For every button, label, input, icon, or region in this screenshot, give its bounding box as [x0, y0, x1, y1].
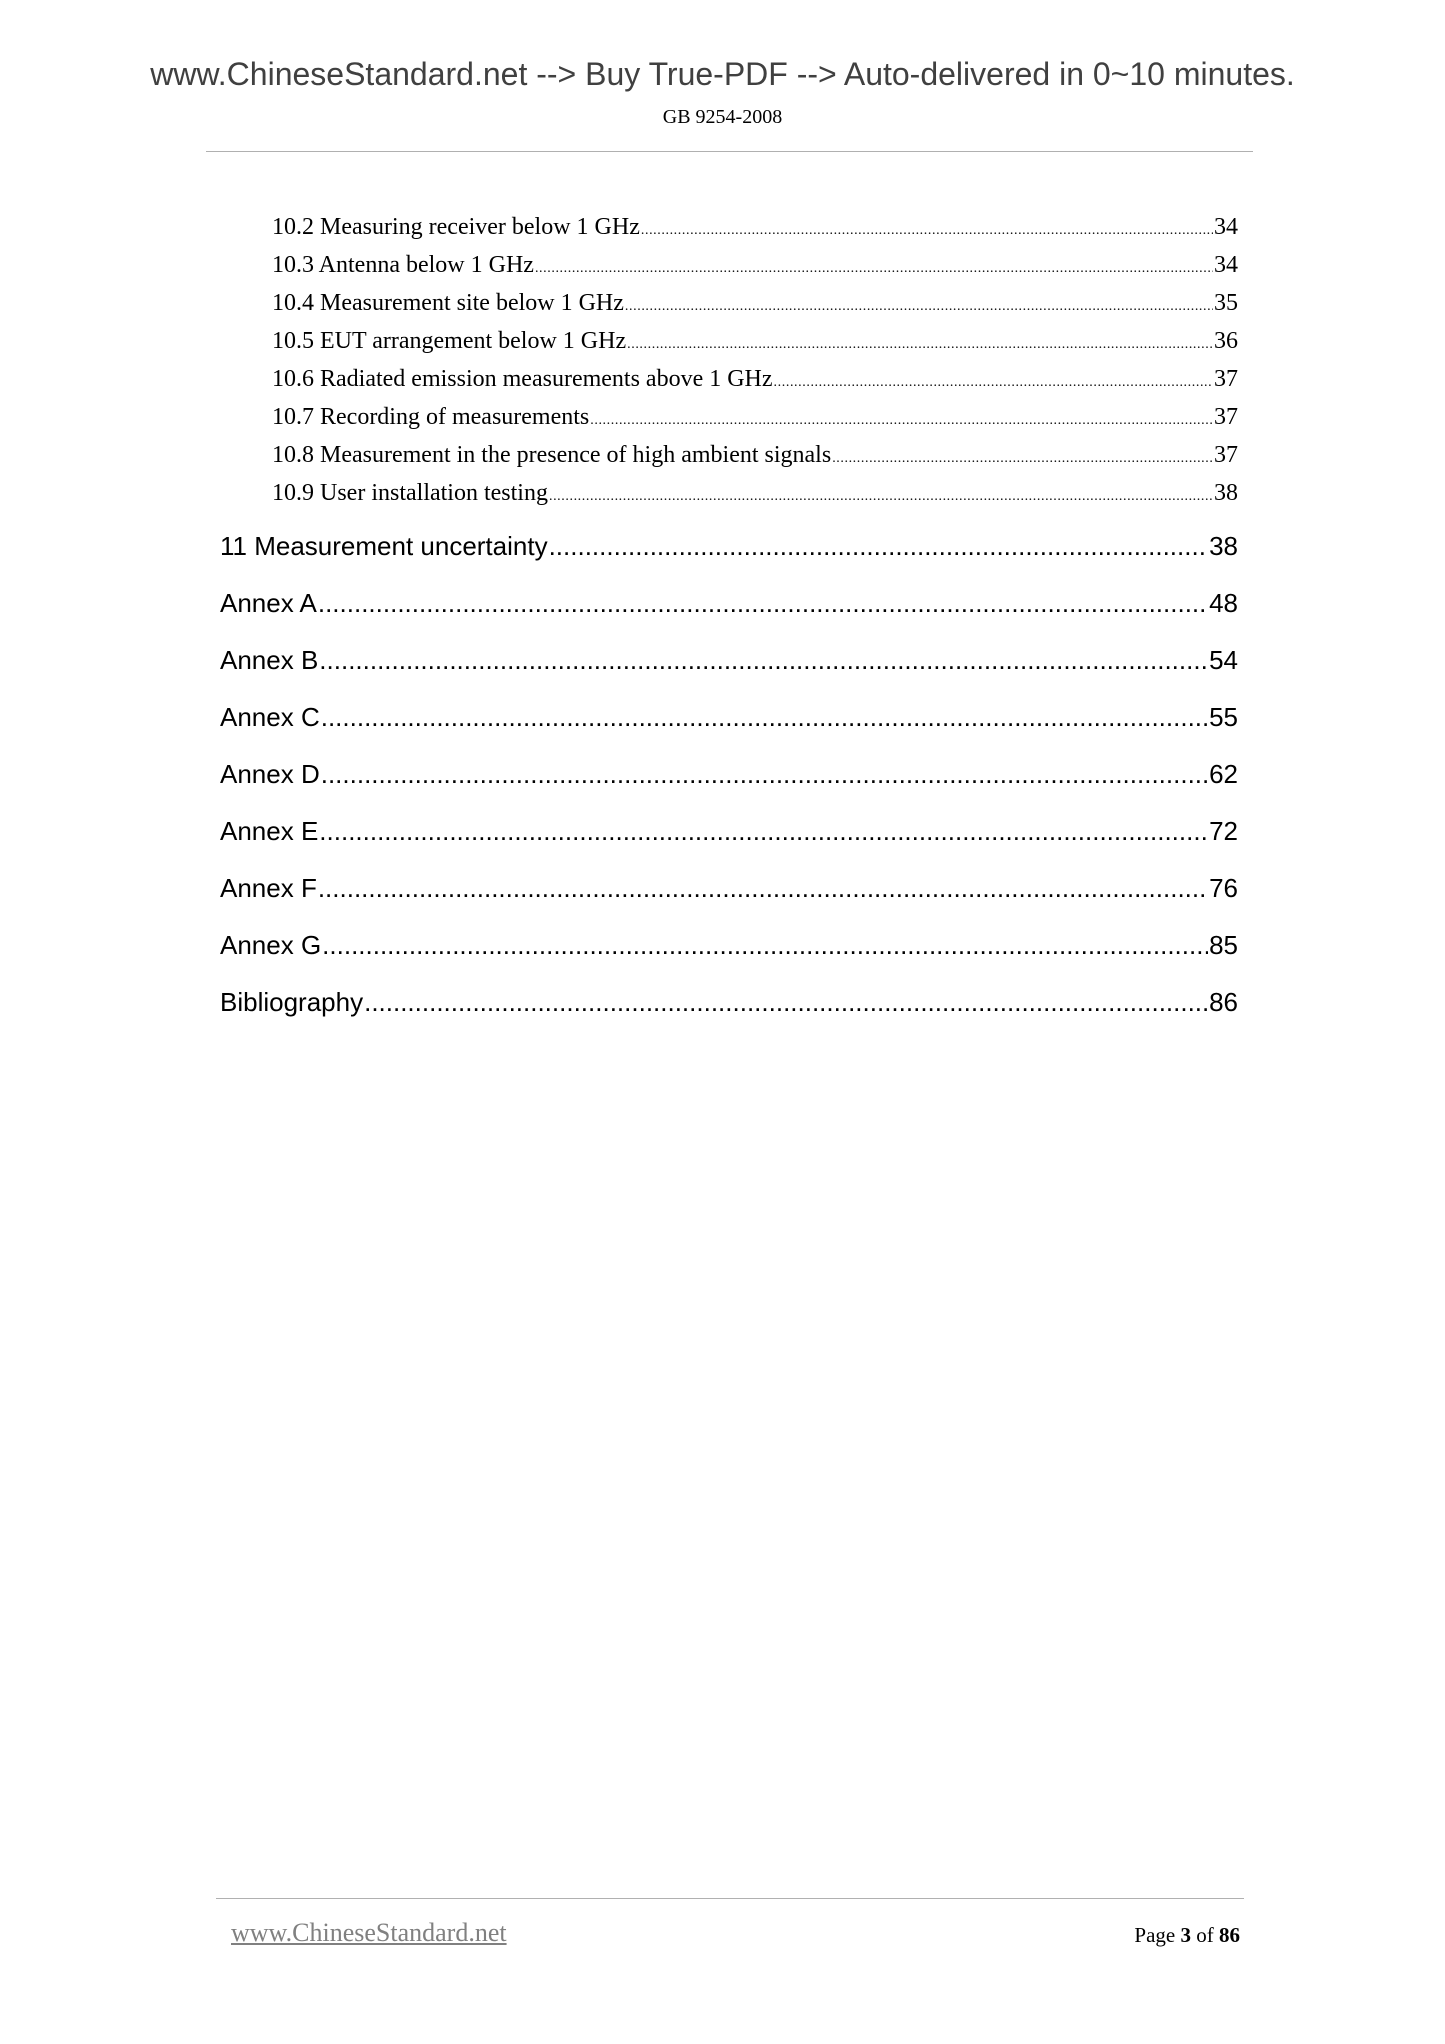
toc-entry[interactable] [220, 930, 1238, 961]
toc-leader-dots [641, 223, 1213, 239]
toc-entry-page: 86 [1209, 987, 1238, 1017]
toc-entry-label: 10.5 EUT arrangement below 1 GHz [272, 328, 627, 354]
toc-entry[interactable] [272, 252, 1238, 279]
toc-entry[interactable] [220, 531, 1238, 562]
toc-entry-page: 72 [1209, 816, 1238, 846]
toc-entry[interactable] [272, 214, 1238, 241]
toc-entry-page: 38 [1214, 480, 1238, 506]
toc-entry-label: Annex G [220, 930, 322, 960]
toc-leader-dots [321, 759, 1208, 790]
toc-entry-page: 76 [1209, 873, 1238, 903]
page-current: 3 [1180, 1923, 1191, 1947]
toc-entry[interactable] [220, 816, 1238, 847]
toc-entry[interactable] [272, 404, 1238, 431]
footer-site-link[interactable]: www.ChineseStandard.net [231, 1918, 507, 1947]
document-number: GB 9254-2008 [662, 106, 783, 128]
toc-entry-page: 36 [1214, 328, 1238, 354]
toc-entry-label: Annex B [220, 645, 319, 675]
toc-entry-label: 11 Measurement uncertainty [220, 531, 548, 561]
page-of: of [1196, 1923, 1214, 1947]
toc-entry-label: Annex C [220, 702, 320, 732]
toc-leader-dots [535, 261, 1213, 277]
toc-leader-dots [364, 987, 1208, 1018]
toc-entry[interactable] [220, 702, 1238, 733]
toc-entry-page: 35 [1214, 290, 1238, 316]
toc-leader-dots [321, 702, 1208, 733]
toc-leader-dots [627, 337, 1213, 353]
toc-leader-dots [774, 375, 1213, 391]
toc-entry-page: 38 [1209, 531, 1238, 561]
toc-entry[interactable] [272, 480, 1238, 507]
toc-entry-label: 10.2 Measuring receiver below 1 GHz [272, 214, 640, 240]
toc-leader-dots [832, 451, 1213, 467]
toc-leader-dots [319, 816, 1208, 847]
toc-entry-label: 10.4 Measurement site below 1 GHz [272, 290, 624, 316]
toc-entry[interactable] [220, 588, 1238, 619]
toc-entry-label: 10.9 User installation testing [272, 480, 548, 506]
header-divider [206, 151, 1253, 152]
toc-entry-page: 54 [1209, 645, 1238, 675]
footer-divider [216, 1898, 1244, 1899]
toc-leader-dots [549, 531, 1209, 562]
toc-leader-dots [318, 873, 1208, 904]
toc-entry-page: 55 [1209, 702, 1238, 732]
toc-entry-page: 37 [1214, 366, 1238, 392]
header-banner[interactable]: www.ChineseStandard.net --> Buy True-PDF --> Auto-delivered in 0~10 minutes. [150, 56, 1295, 92]
toc-entry-label: Annex A [220, 588, 317, 618]
toc-entry[interactable] [272, 366, 1238, 393]
page-prefix: Page [1134, 1923, 1176, 1947]
toc-leader-dots [625, 299, 1213, 315]
toc-entry-page: 37 [1214, 404, 1238, 430]
toc-entry[interactable] [220, 645, 1238, 676]
toc-entry-label: 10.7 Recording of measurements [272, 404, 590, 430]
toc-entry[interactable] [220, 759, 1238, 790]
toc-entry-label: Annex F [220, 873, 317, 903]
toc-entry-label: 10.3 Antenna below 1 GHz [272, 252, 534, 278]
toc-entry[interactable] [220, 873, 1238, 904]
toc-entry-label: 10.6 Radiated emission measurements above 1 GHz [272, 366, 773, 392]
toc-entry-label: Bibliography [220, 987, 364, 1017]
toc-leader-dots [318, 588, 1208, 619]
toc-entry[interactable] [272, 442, 1238, 469]
toc-entry-page: 62 [1209, 759, 1238, 789]
toc-entry-label: 10.8 Measurement in the presence of high ambient signals [272, 442, 832, 468]
toc-entry-page: 34 [1214, 252, 1238, 278]
toc-entry-page: 85 [1209, 930, 1238, 960]
toc-entry-page: 48 [1209, 588, 1238, 618]
page-number [1134, 1923, 1240, 1948]
toc-entry-label: Annex E [220, 816, 319, 846]
page-total: 86 [1219, 1923, 1240, 1947]
toc-entry[interactable] [272, 328, 1238, 355]
toc-entry[interactable] [220, 987, 1238, 1018]
toc-entry-page: 34 [1214, 214, 1238, 240]
toc-entry-page: 37 [1214, 442, 1238, 468]
toc-leader-dots [322, 930, 1208, 961]
toc-leader-dots [319, 645, 1208, 676]
toc-entry[interactable] [272, 290, 1238, 317]
toc-leader-dots [590, 413, 1213, 429]
toc-entry-label: Annex D [220, 759, 320, 789]
toc-leader-dots [549, 489, 1213, 505]
